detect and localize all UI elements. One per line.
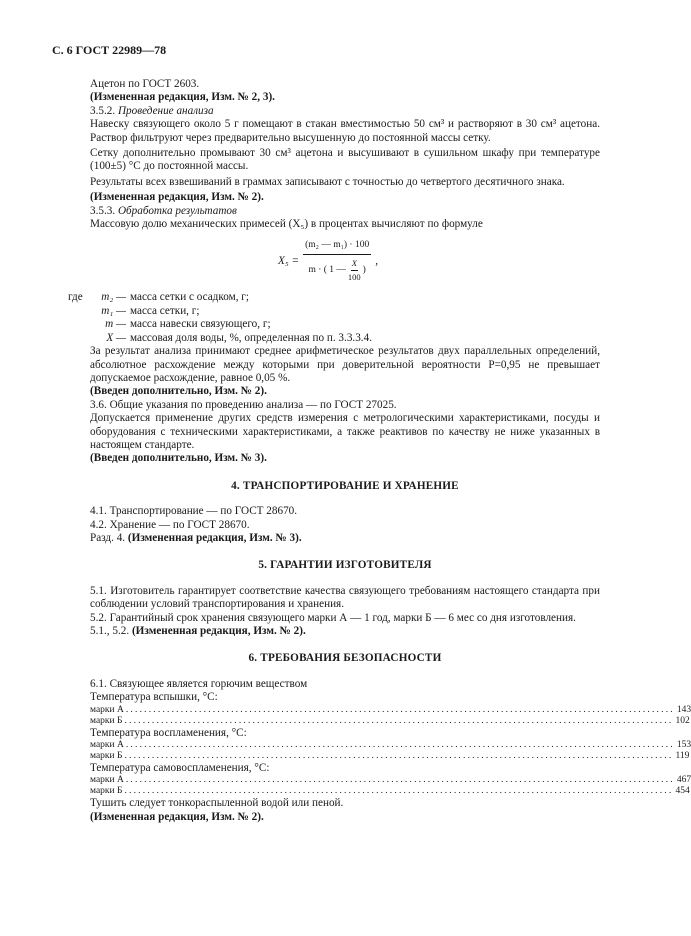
legend-row — [68, 291, 372, 304]
value-row — [90, 775, 691, 786]
legend-text: масса сетки, г; — [130, 304, 200, 317]
legend-prefix: где — [68, 291, 83, 304]
paragraph: Результаты всех взвешиваний в граммах записывают с точностью до четвертого десятичного знака. — [90, 175, 565, 188]
value-row — [90, 751, 690, 762]
formula — [278, 239, 378, 284]
amendment-ref: Разд. 4. — [90, 531, 126, 544]
amendment-note: (Измененная редакция, Изм. № 2). — [90, 191, 264, 204]
legend-text: масса сетки с осадком, г; — [130, 291, 249, 304]
formula-den-left: m · ( 1 — — [308, 265, 346, 276]
formula-lhs: X₅ = — [278, 255, 300, 268]
legend-row — [68, 332, 372, 345]
group-title: Температура воспламенения, °С: — [90, 726, 247, 739]
dot-leader: ........................................................................................................................ — [124, 786, 674, 797]
paragraph: 4.1. Транспортирование — по ГОСТ 28670. — [90, 505, 298, 518]
row-label: марки А — [90, 740, 124, 751]
row-label: марки Б — [90, 751, 123, 762]
paragraph: Тушить следует тонкораспыленной водой или пеной. — [90, 797, 344, 810]
paragraph: 5.1. Изготовитель гарантирует соответствие качества связующего требованиям настоящего стандарта при соблюдении условий транспортирования и хранения. — [90, 584, 600, 611]
legend-symbol: X — — [106, 331, 126, 344]
subsection-title: Обработка результатов — [117, 204, 237, 217]
formula-fraction — [303, 239, 371, 284]
page-header: С. 6 ГОСТ 22989—78 — [52, 43, 167, 57]
row-label: марки А — [90, 704, 124, 715]
subsection-heading — [90, 105, 600, 118]
paragraph: Допускается применение других средств измерения с метрологическими характеристиками, посуды и оборудования с техническими характеристиками, а также реактивов по качеству не ниже указанных в настоящем стандарте. — [90, 412, 600, 451]
paragraph: 4.2. Хранение — по ГОСТ 28670. — [90, 518, 250, 531]
amendment-line — [90, 625, 600, 638]
value-row — [90, 740, 691, 751]
legend-symbol: m₁ — — [101, 304, 126, 317]
row-value: 143 — [676, 704, 691, 715]
formula-numerator: (m₂ — m₁) · 100 — [303, 239, 371, 254]
amendment-note: (Измененная редакция, Изм. № 3). — [127, 531, 302, 544]
legend-row — [68, 318, 372, 331]
legend-prefix — [68, 318, 90, 331]
formula-tail: , — [375, 255, 379, 268]
section-heading-4: 4. ТРАНСПОРТИРОВАНИЕ И ХРАНЕНИЕ — [231, 479, 459, 492]
legend-symbol: m — — [105, 318, 126, 331]
amendment-note: (Введен дополнительно, Изм. № 2). — [90, 385, 267, 398]
group-title: Температура самовоспламенения, °С: — [90, 762, 270, 775]
subsection-heading — [90, 205, 600, 218]
row-label: марки А — [90, 775, 124, 786]
row-value: 119 — [675, 751, 690, 762]
paragraph: Навеску связующего около 5 г помещают в стакан вместимостью 50 см³ и растворяют в 30 см³ ацетона. Раствор фильтруют через предварительно высушенную до постоянной массы сетку. — [90, 118, 600, 144]
value-row — [90, 704, 691, 716]
legend-text: масса навески связующего, г; — [130, 318, 271, 331]
value-row — [90, 786, 690, 797]
row-value: 454 — [675, 786, 690, 797]
amendment-ref: 5.1., 5.2. — [90, 625, 130, 637]
paragraph: За результат анализа принимают среднее арифметическое результатов двух параллельных определений, абсолютное расхождение между которыми при доверительной вероятности P=0,95 не превышает допускаемое расхождение, равное 0,05 %. — [90, 345, 600, 384]
value-row — [90, 715, 690, 727]
legend-symbol: m₂ — — [101, 291, 126, 304]
formula-legend — [68, 291, 372, 345]
subsection-number: 3.5.3. — [90, 204, 116, 217]
formula-inner-fraction — [348, 257, 361, 285]
row-label: марки Б — [90, 715, 123, 726]
row-value: 467 — [676, 775, 691, 786]
section-heading-6: 6. ТРЕБОВАНИЯ БЕЗОПАСНОСТИ — [248, 652, 442, 665]
legend-row — [68, 305, 372, 318]
paragraph: 3.6. Общие указания по проведению анализа — по ГОСТ 27025. — [90, 398, 397, 411]
dot-leader: ........................................................................................................................ — [124, 715, 674, 726]
paragraph: 5.2. Гарантийный срок хранения связующего марки А — 1 год, марки Б — 6 мес со дня изготовления. — [90, 611, 576, 624]
amendment-note: (Введен дополнительно, Изм. № 3). — [90, 452, 267, 465]
formula-inner-numerator: X — [351, 257, 358, 271]
amendment-note: (Измененная редакция, Изм. № 2). — [90, 810, 264, 823]
paragraph: Массовую долю механических примесей (X₅) в процентах вычисляют по формуле — [90, 218, 483, 231]
page-content — [68, 78, 691, 824]
subsection-title: Проведение анализа — [117, 104, 214, 117]
legend-prefix — [68, 332, 90, 345]
paragraph: 6.1. Связующее является горючим веществом — [90, 677, 308, 690]
subsection-number: 3.5.2. — [90, 104, 116, 117]
formula-inner-denominator: 100 — [347, 272, 361, 283]
amendment-note: (Измененная редакция, Изм. № 2). — [131, 625, 306, 637]
section-heading-5: 5. ГАРАНТИИ ИЗГОТОВИТЕЛЯ — [258, 559, 432, 572]
amendment-note: (Измененная редакция, Изм. № 2, 3). — [90, 91, 275, 104]
amendment-line — [90, 532, 600, 545]
dot-leader: ........................................................................................................................ — [124, 751, 674, 762]
dot-leader: ........................................................................................................................ — [125, 740, 675, 751]
legend-prefix — [68, 305, 90, 318]
group-title: Температура вспышки, °С: — [90, 691, 218, 704]
formula-den-right: ) — [362, 265, 366, 276]
row-value: 153 — [676, 740, 691, 751]
dot-leader: ........................................................................................................................ — [125, 704, 675, 715]
legend-text: массовая доля воды, %, определенная по п. 3.3.3.4. — [130, 331, 372, 344]
formula-denominator — [308, 255, 365, 285]
dot-leader: ........................................................................................................................ — [125, 775, 675, 786]
row-label: марки Б — [90, 786, 123, 797]
text-line: Ацетон по ГОСТ 2603. — [90, 78, 200, 90]
paragraph: Сетку дополнительно промывают 30 см³ ацетона и высушивают в сушильном шкафу при температуре (100±5) °С до постоянной массы. — [90, 147, 600, 173]
row-value: 102 — [675, 715, 690, 726]
formula-block — [90, 237, 600, 285]
